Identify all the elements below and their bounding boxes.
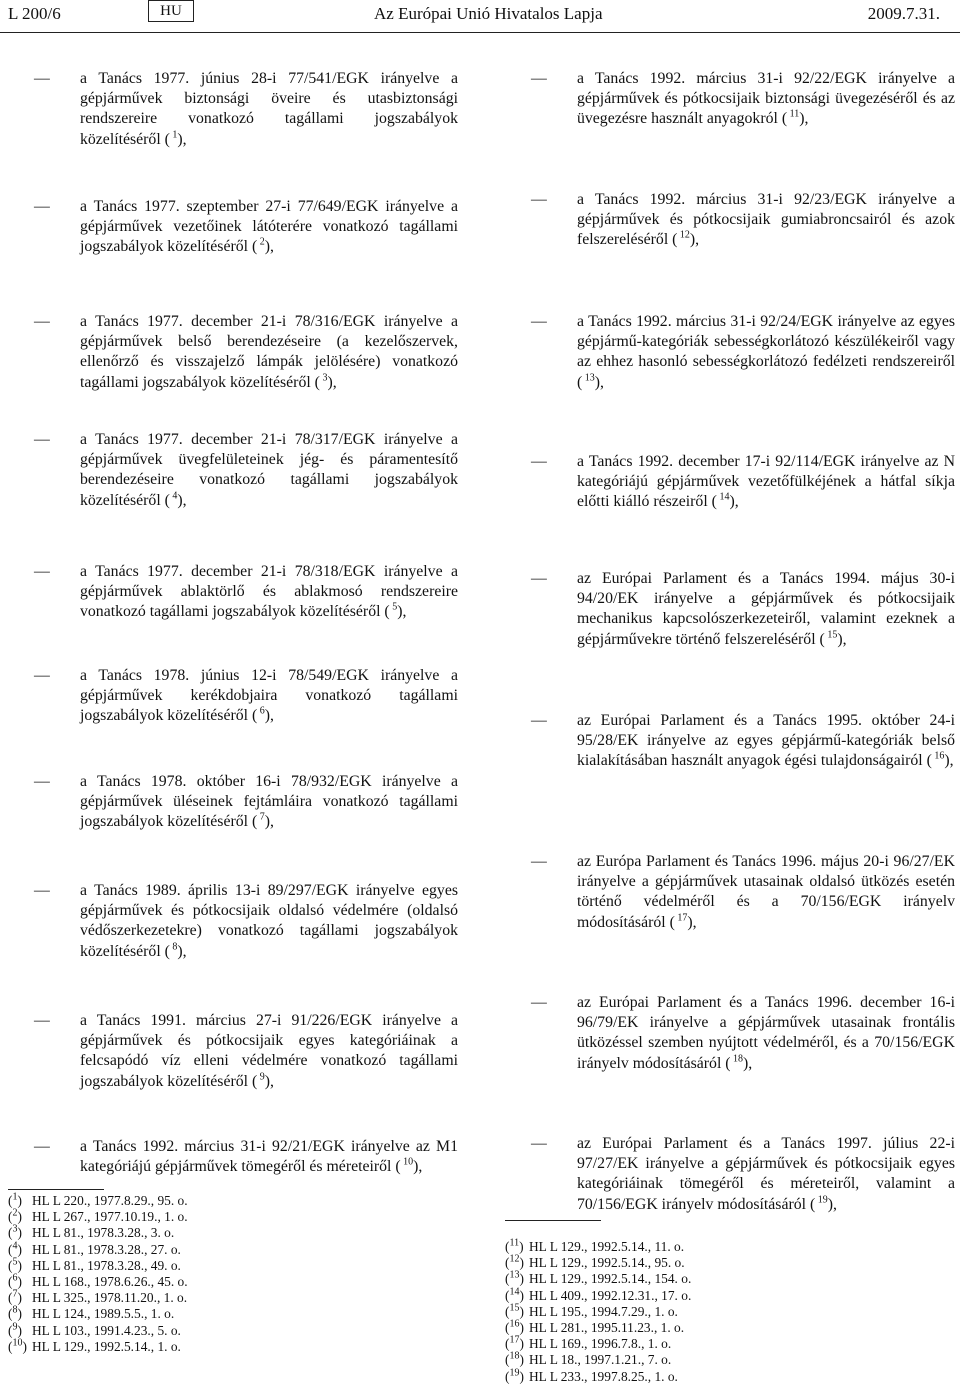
directive-text: a Tanács 1992. március 31-i 92/23/EGK irányelve a gépjárművek és pótkocsijaik gumiabroncsairól és azok felszereléséről ( [577, 191, 955, 249]
directive-text: a Tanács 1989. április 13-i 89/297/EGK irányelve egyes gépjárművek és pótkocsijaik oldalsó védelmére (oldalsó védőszerkezetekre) vonatkozó tagállami jogszabályok közelítéséről ( [80, 882, 458, 960]
directive-text: a Tanács 1978. június 12-i 78/549/EGK irányelve a gépjárművek kerékdobjaira vonatkozó tagállami jogszabályok közelítéséről ( [80, 667, 458, 725]
footnote [8, 1339, 188, 1355]
footnote-ref: 3 [319, 372, 328, 384]
footnote-number: ($^{15}$) [505, 1302, 524, 1319]
directive-tail: ), [944, 752, 954, 770]
footnote-ref: 15 [824, 629, 838, 641]
footnotes-right [505, 1239, 691, 1385]
footnote-number: ($^3$) [8, 1223, 22, 1241]
directive-tail: ), [264, 707, 274, 725]
directive-text: a Tanács 1992. március 31-i 92/24/EGK irányelve az egyes gépjármű-kategóriák sebességkorlátozó készülékeiről vagy az ehhez hasonló sebességkorlátozó fedélzeti rendszereiről ( [577, 313, 955, 391]
directive-tail: ), [799, 110, 809, 128]
directive-item [34, 1011, 458, 1092]
footnote-ref: 18 [730, 1053, 744, 1065]
list-dash: — [531, 994, 547, 1011]
footnote-text: HL L 81., 1978.3.28., 3. o. [32, 1225, 175, 1241]
directive-text: az Európai Parlament és a Tanács 1996. december 16-i 96/79/EK irányelve a gépjárművek utasainak frontális ütközéssel szemben nyújtott védelméről, és a 70/156/EGK irányelv módosításáról ( [577, 994, 955, 1072]
directive-tail: ), [264, 1072, 274, 1090]
directive-item [531, 852, 955, 933]
directive-text: az Európai Parlament és a Tanács 1997. július 22-i 97/27/EK irányelve a gépjárművek és pótkocsijaik egyes kategóriáinak tömegéről és méreteiről, valamint a 70/156/EGK irányelv módosításáról ( [577, 1135, 955, 1213]
footnote-number: ($^2$) [8, 1207, 22, 1225]
footnote [505, 1239, 691, 1255]
footnote-text: HL L 18., 1997.1.21., 7. o. [529, 1352, 672, 1368]
footnote [505, 1255, 691, 1271]
footnote-number: ($^{18}$) [505, 1350, 524, 1368]
footnote-rule-right [505, 1220, 601, 1221]
footnote [8, 1306, 188, 1322]
list-dash: — [531, 570, 547, 587]
directive-text: a Tanács 1977. december 21-i 78/317/EGK irányelve a gépjárművek üvegfelületeinek jég- és páramentesítő berendezéseire vonatkozó tagállami jogszabályok közelítéséről ( [80, 431, 458, 509]
footnote-text: HL L 281., 1995.11.23., 1. o. [529, 1320, 685, 1336]
language-code-box: HU [148, 0, 194, 22]
footnote-text: HL L 129., 1992.5.14., 11. o. [529, 1239, 685, 1254]
footnote-number: ($^8$) [8, 1304, 22, 1322]
list-dash: — [34, 431, 50, 448]
footnote-number: ($^{10}$) [8, 1337, 27, 1354]
page-number: L 200/6 [8, 4, 61, 23]
footnote-ref: 4 [169, 490, 178, 502]
footnote [8, 1209, 188, 1225]
list-dash: — [531, 453, 547, 470]
footnote-ref: 16 [931, 751, 945, 763]
directive-item [531, 452, 955, 513]
list-dash: — [531, 1135, 547, 1152]
footnote-ref: 1 [169, 129, 178, 141]
directive-tail: ), [594, 373, 604, 391]
directive-tail: ), [689, 231, 700, 249]
footnote-ref: 17 [674, 912, 688, 924]
footnote-number: ($^{17}$) [505, 1334, 524, 1352]
footnote-number: ($^{14}$) [505, 1286, 524, 1303]
footnote-number: ($^5$) [8, 1256, 22, 1273]
footnote [505, 1352, 691, 1368]
footnote-ref: 14 [716, 492, 730, 504]
footnote-ref: 13 [582, 372, 595, 384]
footnote-ref: 9 [257, 1071, 265, 1083]
footnote-text: HL L 129., 1992.5.14., 95. o. [529, 1255, 685, 1271]
directive-text: a Tanács 1977. június 28-i 77/541/EGK irányelve a gépjárművek biztonsági öveire és utasbiztonsági rendszereire vonatkozó tagállami jogszabályok közelítéséről ( [80, 70, 458, 148]
footnote-text: HL L 409., 1992.12.31., 17. o. [529, 1287, 692, 1303]
footnote-text: HL L 325., 1978.11.20., 1. o. [32, 1290, 188, 1306]
directive-text: a Tanács 1977. december 21-i 78/318/EGK irányelve a gépjárművek ablaktörlő és ablakmosó rendszereire vonatkozó tagállami jogszabályok közelítéséről ( [80, 563, 458, 621]
footnote-number: ($^4$) [8, 1240, 22, 1257]
footnote [8, 1193, 188, 1209]
directive-tail: ), [264, 238, 274, 256]
directive-text: a Tanács 1992. március 31-i 92/21/EGK irányelve az M1 kategóriájú gépjárművek tömegéről és méreteiről ( [80, 1138, 458, 1176]
directive-item [34, 69, 458, 150]
footnote-number: ($^9$) [8, 1321, 22, 1338]
directive-item [34, 772, 458, 833]
footnote [505, 1369, 691, 1385]
footnote-text: HL L 220., 1977.8.29., 95. o. [32, 1193, 188, 1208]
directive-tail: ), [264, 813, 274, 831]
footnote [8, 1274, 188, 1290]
footnote-text: HL L 81., 1978.3.28., 27. o. [32, 1241, 181, 1257]
footnote-number: ($^{12}$) [505, 1253, 524, 1271]
footnote-text: HL L 169., 1996.7.8., 1. o. [529, 1336, 672, 1352]
footnote-text: HL L 195., 1994.7.29., 1. o. [529, 1303, 678, 1319]
footnote-number: ($^{11}$) [505, 1237, 524, 1254]
list-dash: — [34, 313, 50, 330]
footnote-ref: 12 [677, 230, 690, 242]
directive-text: a Tanács 1992. december 17-i 92/114/EGK irányelve az N kategóriájú gépjárművek vezetőfülkéjének a hátfal síkja előtti kiálló részeiről ( [577, 453, 955, 511]
list-dash: — [531, 853, 547, 870]
directive-tail: ), [327, 373, 337, 391]
directive-item [531, 993, 955, 1074]
footnote [8, 1225, 188, 1241]
directive-tail: ), [397, 603, 407, 621]
directive-item [34, 197, 458, 258]
directive-item [34, 312, 458, 393]
list-dash: — [531, 191, 547, 208]
footnote-text: HL L 233., 1997.8.25., 1. o. [529, 1368, 678, 1384]
footnote-number: ($^{13}$) [505, 1269, 524, 1287]
issue-date: 2009.7.31. [867, 4, 940, 23]
directive-text: a Tanács 1977. szeptember 27-i 77/649/EGK irányelve a gépjárművek vezetőinek látóterére vonatkozó tagállami jogszabályok közelítéséről ( [80, 198, 458, 256]
journal-title: Az Európai Unió Hivatalos Lapja [374, 4, 603, 23]
directive-tail: ), [177, 491, 187, 509]
directive-item [531, 569, 955, 650]
footnote-ref: 7 [257, 812, 265, 824]
directive-tail: ), [177, 942, 187, 960]
footnote-ref: 5 [389, 602, 398, 614]
directive-text: a Tanács 1992. március 31-i 92/22/EGK irányelve a gépjárművek és pótkocsijaik biztonsági üvegezéséről és az üvegezésre használt anyagokról ( [577, 70, 955, 128]
directive-tail: ), [413, 1158, 423, 1176]
footnote-text: HL L 129., 1992.5.14., 1. o. [32, 1338, 181, 1354]
list-dash: — [34, 70, 50, 87]
list-dash: — [34, 563, 50, 580]
directive-item [531, 312, 955, 393]
directive-item [34, 562, 458, 623]
footnote-ref: 2 [257, 237, 265, 249]
footnote-ref: 19 [815, 1194, 828, 1206]
footnote [8, 1258, 188, 1274]
footnotes-left [8, 1193, 188, 1355]
footnote-text: HL L 81., 1978.3.28., 49. o. [32, 1257, 181, 1273]
directive-text: az Európai Parlament és a Tanács 1995. október 24-i 95/28/EK irányelve az egyes gépjármű-kategóriák belső kialakításában használt anyagok égési tulajdonságairól ( [577, 712, 955, 770]
directive-text: az Európa Parlament és Tanács 1996. május 20-i 96/27/EK irányelve a gépjárművek utasainak oldalsó ütközés esetén történő védelméről és a 70/156/EGK irányelv módosításáról ( [577, 853, 955, 931]
directive-tail: ), [729, 493, 739, 511]
directive-tail: ), [743, 1054, 753, 1072]
footnote-ref: 11 [787, 109, 800, 121]
directive-item [531, 190, 955, 251]
header-rule [0, 32, 960, 33]
directive-tail: ), [687, 913, 697, 931]
footnote-ref: 8 [169, 941, 178, 953]
directive-item [531, 69, 955, 130]
footnote [8, 1242, 188, 1258]
directive-text: a Tanács 1978. október 16-i 78/932/EGK irányelve a gépjárművek üléseinek fejtámláira vonatkozó tagállami jogszabályok közelítéséről ( [80, 773, 458, 831]
footnote-rule-left [8, 1189, 104, 1190]
list-dash: — [34, 198, 50, 215]
directive-item [34, 430, 458, 511]
footnote-text: HL L 124., 1989.5.5., 1. o. [32, 1306, 175, 1322]
footnote [8, 1323, 188, 1339]
list-dash: — [34, 773, 50, 790]
directive-tail: ), [837, 630, 847, 648]
list-dash: — [531, 313, 547, 330]
directive-item [34, 881, 458, 962]
directive-text: a Tanács 1977. december 21-i 78/316/EGK irányelve a gépjárművek belső berendezéseire (a kezelőszervek, ellenőrző és visszajelző lámpák jelölésére) vonatkozó tagállami jogszabályok közelítéséről ( [80, 313, 458, 391]
list-dash: — [34, 1138, 50, 1155]
footnote [8, 1290, 188, 1306]
footnote [505, 1336, 691, 1352]
footnote [505, 1304, 691, 1320]
directive-item [531, 1134, 955, 1215]
footnote [505, 1288, 691, 1304]
list-dash: — [34, 667, 50, 684]
footnote-number: ($^{19}$) [505, 1367, 524, 1384]
footnote-number: ($^6$) [8, 1272, 22, 1290]
footnote-text: HL L 129., 1992.5.14., 154. o. [529, 1271, 692, 1287]
page-header [8, 0, 952, 30]
directive-item [34, 666, 458, 727]
footnote-ref: 10 [400, 1156, 414, 1168]
list-dash: — [531, 712, 547, 729]
directive-text: a Tanács 1991. március 27-i 91/226/EGK irányelve a gépjárművek és pótkocsijaik egyes kategóriáinak a felcsapódó víz elleni védelmére vonatkozó tagállami jogszabályok közelítéséről ( [80, 1012, 458, 1090]
footnote [505, 1271, 691, 1287]
footnote-ref: 6 [257, 706, 265, 718]
list-dash: — [531, 70, 547, 87]
footnote-number: ($^7$) [8, 1288, 22, 1306]
directive-text: az Európai Parlament és a Tanács 1994. május 30-i 94/20/EK irányelve a gépjárművek és pótkocsijaik mechanikus kapcsolószerkezeteiről, valamint ezeknek a gépjárművekre történő felszereléséről ( [577, 570, 955, 648]
list-dash: — [34, 1012, 50, 1029]
directive-item [34, 1137, 458, 1177]
footnote-text: HL L 267., 1977.10.19., 1. o. [32, 1209, 188, 1225]
directive-tail: ), [827, 1195, 837, 1213]
directive-tail: ), [177, 130, 187, 148]
directive-item [531, 711, 955, 772]
footnote-text: HL L 103., 1991.4.23., 5. o. [32, 1322, 181, 1338]
footnote-number: ($^1$) [8, 1191, 22, 1208]
footnote-text: HL L 168., 1978.6.26., 45. o. [32, 1274, 188, 1290]
footnote-number: ($^{16}$) [505, 1318, 524, 1336]
footnote [505, 1320, 691, 1336]
list-dash: — [34, 882, 50, 899]
